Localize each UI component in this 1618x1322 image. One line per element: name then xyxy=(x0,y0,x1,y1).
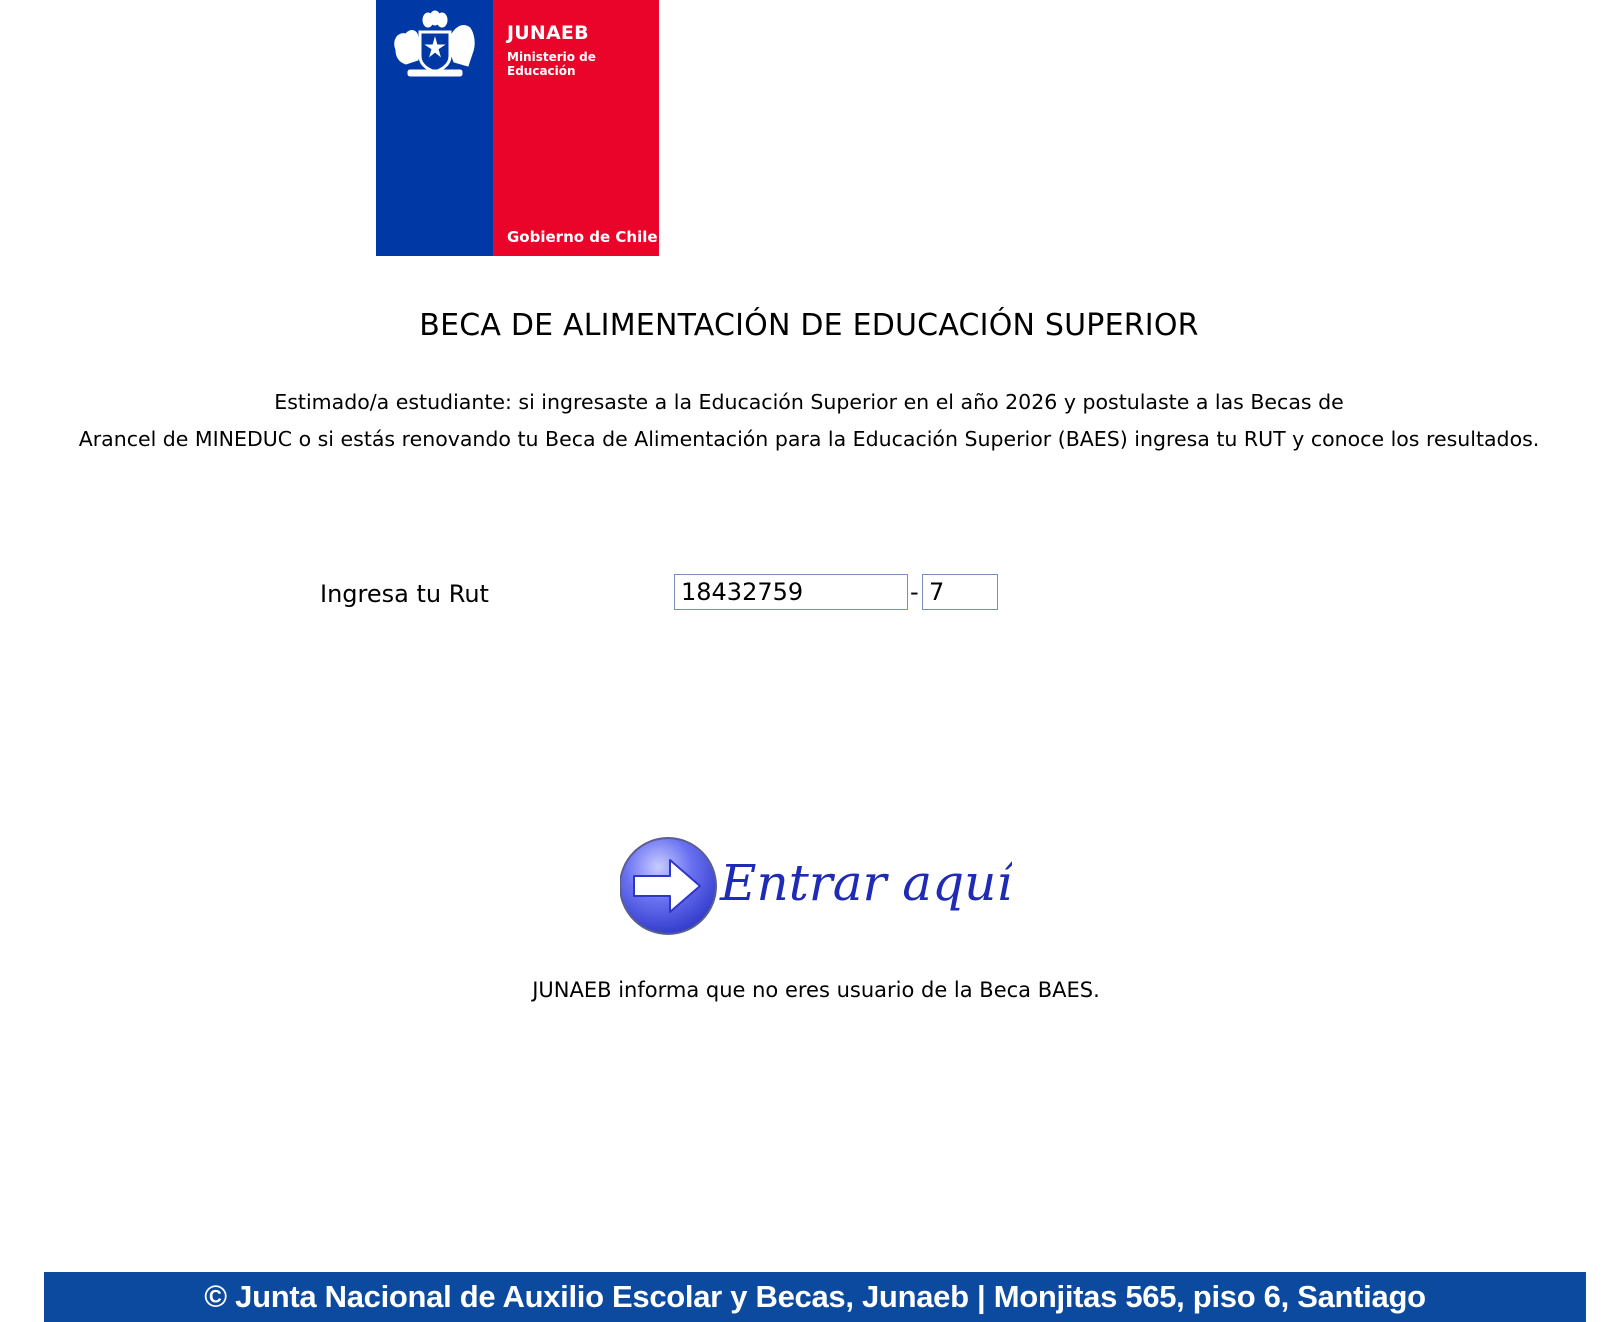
logo-blue-panel xyxy=(376,0,493,256)
arrow-right-circle-icon xyxy=(620,838,716,934)
intro-line-1: Estimado/a estudiante: si ingresaste a la Educación Superior en el año 2026 y postulaste a las Becas de xyxy=(274,390,1344,414)
enter-button[interactable] xyxy=(620,834,1012,938)
coat-of-arms-icon xyxy=(388,10,482,80)
rut-input[interactable] xyxy=(674,574,908,610)
logo-gobierno-text: Gobierno de Chile xyxy=(507,228,658,246)
result-message: JUNAEB informa que no eres usuario de la Beca BAES. xyxy=(532,978,1100,1002)
rut-dash: - xyxy=(910,578,919,606)
rut-dv-input[interactable] xyxy=(922,574,998,610)
logo-red-panel xyxy=(493,0,659,256)
junaeb-logo xyxy=(376,0,659,256)
page-title: BECA DE ALIMENTACIÓN DE EDUCACIÓN SUPERIOR xyxy=(419,308,1199,343)
logo-ministerio-text: Ministerio de Educación xyxy=(507,50,596,78)
enter-button-label: Entrar aquí xyxy=(720,854,1012,912)
intro-text xyxy=(0,384,1618,458)
rut-label: Ingresa tu Rut xyxy=(320,580,489,608)
intro-line-2: Arancel de MINEDUC o si estás renovando tu Beca de Alimentación para la Educación Superior (BAES) ingresa tu RUT y conoce los resultados. xyxy=(78,427,1540,451)
logo-junaeb-text: JUNAEB xyxy=(507,22,589,44)
footer-banner: © Junta Nacional de Auxilio Escolar y Becas, Junaeb | Monjitas 565, piso 6, Santiago xyxy=(44,1272,1586,1322)
